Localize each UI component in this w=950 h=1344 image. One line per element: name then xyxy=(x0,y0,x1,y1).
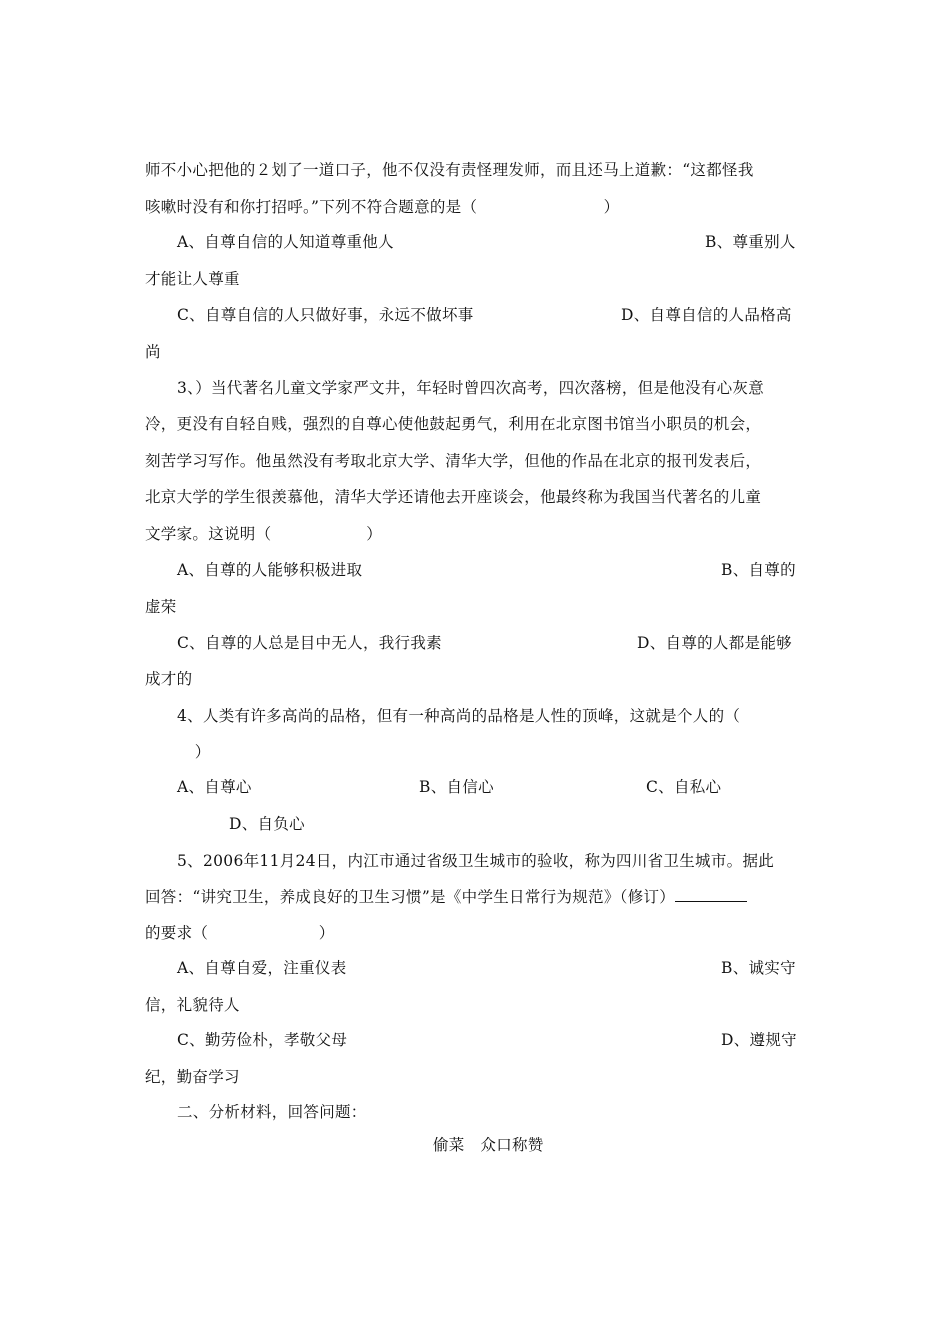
q2-option-d-start: D、自尊自信的人品格高 xyxy=(621,306,792,324)
q2-stem-line-1: 师不小心把他的２划了一道口子，他不仅没有责怪理发师，而且还马上道歉：“这都怪我 xyxy=(145,161,754,179)
q2-option-b-end: 才能让人尊重 xyxy=(145,270,240,288)
q2-stem-line-2: 咳嗽时没有和你打招呼。”下列不符合题意的是（ ） xyxy=(145,198,620,216)
q3-stem-line-4: 北京大学的学生很羡慕他，清华大学还请他去开座谈会，他最终称为我国当代著名的儿童 xyxy=(145,488,762,506)
q5-stem-line-2 xyxy=(145,886,747,908)
q3-stem-line-3: 刻苦学习写作。他虽然没有考取北京大学、清华大学，但他的作品在北京的报刊发表后， xyxy=(145,452,762,470)
q4-option-a: A、自尊心 xyxy=(177,778,252,796)
q5-option-b-end: 信，礼貌待人 xyxy=(145,996,240,1014)
q4-option-d: D、自负心 xyxy=(229,815,305,833)
q3-option-b-start: B、自尊的 xyxy=(721,561,796,579)
q2-option-c: C、自尊自信的人只做好事，永远不做坏事 xyxy=(177,306,474,324)
answer-blank-underline xyxy=(675,887,747,902)
q3-option-d-end: 成才的 xyxy=(145,670,193,688)
q5-stem-line-2-text: 回答：“讲究卫生，养成良好的卫生习惯”是《中学生日常行为规范》（修订） xyxy=(145,888,676,906)
q2-option-d-end: 尚 xyxy=(145,343,161,361)
q3-stem-line-2: 冷，更没有自轻自贱，强烈的自尊心使他鼓起勇气，利用在北京图书馆当小职员的机会， xyxy=(145,415,762,433)
q2-option-a: A、自尊自信的人知道尊重他人 xyxy=(177,233,394,251)
q4-stem-line-2: ） xyxy=(179,743,211,761)
q3-option-c: C、自尊的人总是目中无人，我行我素 xyxy=(177,634,442,652)
q3-option-b-end: 虚荣 xyxy=(145,598,177,616)
q5-stem-line-1: 5、2006年11月24日，内江市通过省级卫生城市的验收，称为四川省卫生城市。据此 xyxy=(177,852,775,870)
section-2-heading: 二、分析材料，回答问题： xyxy=(177,1103,367,1121)
q5-option-c: C、勤劳俭朴，孝敬父母 xyxy=(177,1031,348,1049)
q4-option-c: C、自私心 xyxy=(646,778,722,796)
q2-option-b-start: B、尊重别人 xyxy=(705,233,796,251)
material-title: 偷菜 众口称赞 xyxy=(433,1136,544,1154)
q3-stem-line-5: 文学家。这说明（ ） xyxy=(145,525,383,543)
q5-option-d-start: D、遵规守 xyxy=(721,1031,797,1049)
q4-stem-line-1: 4、人类有许多高尚的品格，但有一种高尚的品格是人性的顶峰，这就是个人的（ xyxy=(177,707,741,725)
q5-option-d-end: 纪，勤奋学习 xyxy=(145,1068,240,1086)
q5-stem-line-3: 的要求（ ） xyxy=(145,924,335,942)
q5-option-a: A、自尊自爱，注重仪表 xyxy=(177,959,347,977)
q4-option-b: B、自信心 xyxy=(419,778,494,796)
q3-option-a: A、自尊的人能够积极进取 xyxy=(177,561,363,579)
q3-option-d-start: D、自尊的人都是能够 xyxy=(637,634,792,652)
q3-stem-line-1: 3、）当代著名儿童文学家严文井，年轻时曾四次高考，四次落榜，但是他没有心灰意 xyxy=(177,379,765,397)
q5-option-b-start: B、诚实守 xyxy=(721,959,796,977)
